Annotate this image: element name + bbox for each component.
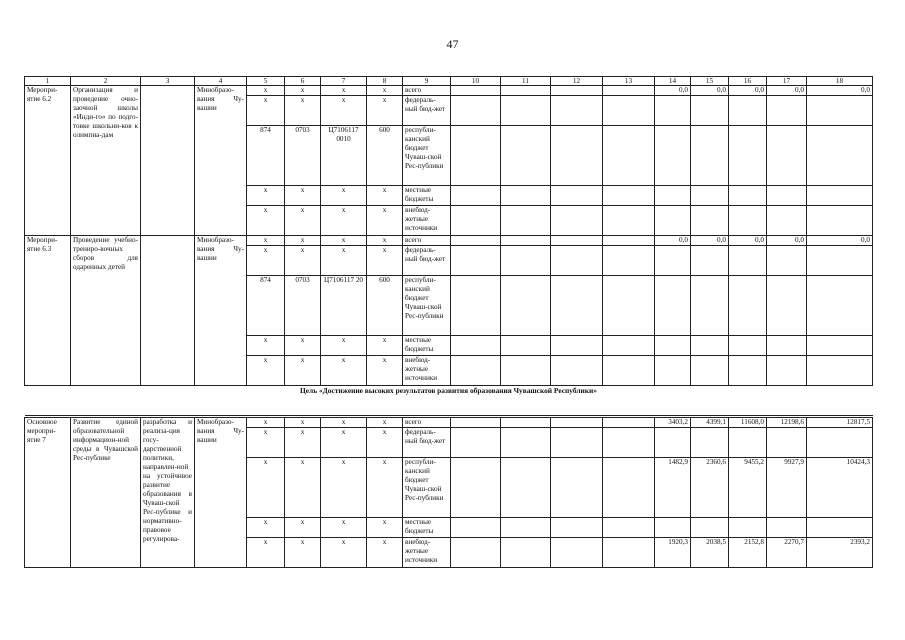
budget-code-section: x <box>285 418 321 428</box>
funding-amount <box>767 246 807 276</box>
empty-cell <box>551 336 603 356</box>
empty-cell <box>551 538 603 568</box>
funding-amount: 10424,3 <box>807 458 873 518</box>
empty-cell <box>603 96 655 126</box>
budget-code-target: x <box>321 96 367 126</box>
funding-amount <box>691 276 729 336</box>
funding-amount: 1482,9 <box>655 458 691 518</box>
budget-code-expense-type: x <box>367 538 403 568</box>
funding-source: всего <box>403 418 451 428</box>
budget-code-target: x <box>321 518 367 538</box>
budget-code-section: 0703 <box>285 276 321 336</box>
activity-name: Организация и проведение очно-заочной школы «Инди-го» по подго-товке школьни-ков к олимпиа-дам <box>71 86 141 236</box>
funding-amount: 0,0 <box>729 86 767 96</box>
column-header: 7 <box>321 77 367 86</box>
funding-source: местные бюджеты <box>403 518 451 538</box>
budget-code-expense-type: 600 <box>367 126 403 186</box>
budget-code-grbs: x <box>247 336 285 356</box>
empty-cell <box>501 418 551 428</box>
empty-cell <box>603 356 655 386</box>
empty-cell <box>551 126 603 186</box>
funding-amount <box>767 356 807 386</box>
budget-code-section: x <box>285 336 321 356</box>
funding-amount <box>729 246 767 276</box>
funding-amount <box>807 126 873 186</box>
activity-description <box>141 86 195 236</box>
budget-code-grbs: x <box>247 96 285 126</box>
budget-code-target: x <box>321 356 367 386</box>
column-header: 9 <box>403 77 451 86</box>
empty-cell <box>551 206 603 236</box>
empty-cell <box>451 96 501 126</box>
funding-source: республи-канский бюджет Чуваш-ской Рес-публики <box>403 276 451 336</box>
funding-amount <box>767 518 807 538</box>
budget-code-target: x <box>321 246 367 276</box>
budget-code-expense-type: x <box>367 236 403 246</box>
budget-code-grbs: x <box>247 86 285 96</box>
funding-amount <box>767 336 807 356</box>
empty-cell <box>501 126 551 186</box>
activity-name: Проведение учебно-трениро-вочных сборов для одаренных детей <box>71 236 141 386</box>
budget-code-grbs: 874 <box>247 126 285 186</box>
budget-code-expense-type: x <box>367 96 403 126</box>
empty-cell <box>451 428 501 458</box>
empty-cell <box>551 236 603 246</box>
budget-code-target: x <box>321 186 367 206</box>
empty-cell <box>603 206 655 236</box>
funding-source: внебюд-жетные источники <box>403 206 451 236</box>
funding-amount: 0,0 <box>655 236 691 246</box>
budget-code-grbs: x <box>247 458 285 518</box>
empty-cell <box>501 86 551 96</box>
responsible-executor: Минобразо-вания Чу-вашии <box>195 86 247 236</box>
funding-amount: 0,0 <box>691 86 729 96</box>
budget-code-grbs: x <box>247 518 285 538</box>
funding-amount <box>691 246 729 276</box>
empty-cell <box>451 336 501 356</box>
empty-cell <box>501 428 551 458</box>
budget-code-expense-type: 600 <box>367 276 403 336</box>
empty-cell <box>551 418 603 428</box>
budget-code-target: x <box>321 428 367 458</box>
empty-cell <box>603 538 655 568</box>
funding-amount <box>807 276 873 336</box>
activity-code: Меропри-ятие 6.3 <box>25 236 71 386</box>
funding-amount: 11608,0 <box>729 418 767 428</box>
funding-amount <box>655 518 691 538</box>
empty-cell <box>603 186 655 206</box>
funding-amount <box>691 428 729 458</box>
budget-code-section: x <box>285 428 321 458</box>
empty-cell <box>551 518 603 538</box>
funding-amount: 4399,1 <box>691 418 729 428</box>
funding-amount: 2152,8 <box>729 538 767 568</box>
funding-source: федераль-ный бюд-жет <box>403 428 451 458</box>
empty-cell <box>451 356 501 386</box>
funding-amount: 0,0 <box>807 236 873 246</box>
budget-code-grbs: x <box>247 538 285 568</box>
column-header: 6 <box>285 77 321 86</box>
funding-amount: 12817,5 <box>807 418 873 428</box>
funding-amount <box>729 186 767 206</box>
column-header: 16 <box>729 77 767 86</box>
budget-code-expense-type: x <box>367 428 403 458</box>
funding-amount <box>691 518 729 538</box>
budget-code-grbs: 874 <box>247 276 285 336</box>
column-header: 11 <box>501 77 551 86</box>
funding-amount: 0,0 <box>729 236 767 246</box>
budget-code-section: x <box>285 206 321 236</box>
funding-amount <box>729 428 767 458</box>
funding-amount: 2270,7 <box>767 538 807 568</box>
column-header: 1 <box>25 77 71 86</box>
funding-amount <box>691 186 729 206</box>
empty-cell <box>551 276 603 336</box>
funding-amount <box>767 206 807 236</box>
column-header: 3 <box>141 77 195 86</box>
funding-amount: 2360,6 <box>691 458 729 518</box>
table-body <box>25 77 873 568</box>
funding-amount <box>729 356 767 386</box>
column-header: 10 <box>451 77 501 86</box>
funding-amount <box>655 246 691 276</box>
funding-amount <box>767 428 807 458</box>
budget-code-section: x <box>285 458 321 518</box>
funding-amount <box>655 126 691 186</box>
budget-code-section: x <box>285 518 321 538</box>
empty-cell <box>451 126 501 186</box>
empty-cell <box>501 206 551 236</box>
empty-cell <box>451 538 501 568</box>
funding-amount: 2038,5 <box>691 538 729 568</box>
funding-amount <box>729 276 767 336</box>
funding-amount <box>691 336 729 356</box>
funding-source: федераль-ный бюд-жет <box>403 246 451 276</box>
empty-cell <box>603 126 655 186</box>
responsible-executor: Минобразо-вания Чу-вашии <box>195 418 247 568</box>
empty-cell <box>603 418 655 428</box>
budget-code-expense-type: x <box>367 336 403 356</box>
funding-amount <box>807 336 873 356</box>
budget-code-grbs: x <box>247 186 285 206</box>
column-header: 5 <box>247 77 285 86</box>
empty-cell <box>603 86 655 96</box>
empty-cell <box>501 356 551 386</box>
funding-amount: 9455,2 <box>729 458 767 518</box>
funding-amount <box>729 96 767 126</box>
header-row <box>25 77 873 86</box>
empty-cell <box>551 458 603 518</box>
funding-source: местные бюджеты <box>403 186 451 206</box>
budget-code-grbs: x <box>247 206 285 236</box>
funding-amount <box>767 186 807 206</box>
funding-amount <box>691 206 729 236</box>
funding-amount <box>691 356 729 386</box>
funding-amount: 0,0 <box>807 86 873 96</box>
budget-code-section: 0703 <box>285 126 321 186</box>
empty-cell <box>551 428 603 458</box>
funding-amount <box>729 336 767 356</box>
budget-code-target: Ц7106117 20 <box>321 276 367 336</box>
budget-code-expense-type: x <box>367 458 403 518</box>
budget-code-target: x <box>321 336 367 356</box>
empty-cell <box>451 86 501 96</box>
funding-source: федераль-ный бюд-жет <box>403 96 451 126</box>
funding-amount <box>729 518 767 538</box>
funding-amount <box>655 428 691 458</box>
funding-amount <box>807 356 873 386</box>
funding-amount <box>655 356 691 386</box>
funding-amount: 3403,2 <box>655 418 691 428</box>
funding-source: внебюд-жетные источники <box>403 538 451 568</box>
empty-cell <box>451 518 501 538</box>
empty-cell <box>501 458 551 518</box>
empty-cell <box>451 186 501 206</box>
budget-code-target: x <box>321 418 367 428</box>
funding-amount <box>691 126 729 186</box>
funding-amount <box>691 96 729 126</box>
empty-cell <box>451 276 501 336</box>
funding-amount <box>767 276 807 336</box>
funding-amount <box>807 96 873 126</box>
empty-cell <box>451 206 501 236</box>
activity-description <box>141 236 195 386</box>
funding-amount: 0,0 <box>691 236 729 246</box>
column-header: 15 <box>691 77 729 86</box>
empty-cell <box>501 276 551 336</box>
budget-code-grbs: x <box>247 428 285 458</box>
budget-code-expense-type: x <box>367 356 403 386</box>
funding-source: внебюд-жетные источники <box>403 356 451 386</box>
funding-amount <box>807 246 873 276</box>
responsible-executor: Минобразо-вания Чу-вашии <box>195 236 247 386</box>
column-header: 12 <box>551 77 603 86</box>
activity-name: Развитие единой образовательной информацион-ной среды в Чувашской Рес-публике <box>71 418 141 568</box>
budget-code-expense-type: x <box>367 518 403 538</box>
funding-amount <box>655 276 691 336</box>
empty-cell <box>551 86 603 96</box>
empty-cell <box>603 518 655 538</box>
empty-cell <box>501 236 551 246</box>
column-header: 8 <box>367 77 403 86</box>
funding-amount <box>807 206 873 236</box>
empty-cell <box>451 458 501 518</box>
funding-amount <box>807 186 873 206</box>
empty-cell <box>603 336 655 356</box>
activity-description: разработка и реализа-ция госу-дарственной политики, направлен-ной на устойчивое развитие образования в Чуваш-ской Рес-публике и нормативно-правовое регулирова- <box>141 418 195 568</box>
activity-code: Меропри-ятие 6.2 <box>25 86 71 236</box>
empty-cell <box>603 428 655 458</box>
budget-code-expense-type: x <box>367 206 403 236</box>
funding-source: всего <box>403 236 451 246</box>
budget-code-target: x <box>321 538 367 568</box>
empty-cell <box>551 356 603 386</box>
goal-row <box>25 386 873 416</box>
budget-code-target: x <box>321 236 367 246</box>
budget-code-section: x <box>285 538 321 568</box>
funding-amount <box>655 186 691 206</box>
empty-cell <box>603 236 655 246</box>
table-row <box>25 236 873 246</box>
budget-table <box>24 76 873 568</box>
funding-source: республи-канский бюджет Чуваш-ской Рес-публики <box>403 126 451 186</box>
empty-cell <box>501 538 551 568</box>
funding-amount: 1920,3 <box>655 538 691 568</box>
page-number: 47 <box>446 37 459 51</box>
column-header: 2 <box>71 77 141 86</box>
funding-source: всего <box>403 86 451 96</box>
empty-cell <box>501 518 551 538</box>
funding-amount <box>807 518 873 538</box>
table-row <box>25 418 873 428</box>
empty-cell <box>551 246 603 276</box>
budget-code-grbs: x <box>247 356 285 386</box>
budget-code-section: x <box>285 236 321 246</box>
budget-code-section: x <box>285 86 321 96</box>
empty-cell <box>551 186 603 206</box>
column-header: 13 <box>603 77 655 86</box>
funding-amount <box>655 336 691 356</box>
empty-cell <box>451 236 501 246</box>
funding-amount: 0,0 <box>655 86 691 96</box>
funding-amount: 0,0 <box>767 236 807 246</box>
funding-amount <box>729 206 767 236</box>
budget-code-section: x <box>285 246 321 276</box>
activity-code: Основное меропри-ятие 7 <box>25 418 71 568</box>
budget-code-grbs: x <box>247 236 285 246</box>
funding-amount: 9927,9 <box>767 458 807 518</box>
empty-cell <box>501 186 551 206</box>
goal-title: Цель «Достижение высоких результатов развития образования Чувашской Республики» <box>25 386 873 416</box>
empty-cell <box>451 246 501 276</box>
empty-cell <box>501 246 551 276</box>
column-header: 4 <box>195 77 247 86</box>
budget-code-grbs: x <box>247 246 285 276</box>
budget-code-expense-type: x <box>367 418 403 428</box>
funding-amount: 12198,6 <box>767 418 807 428</box>
empty-cell <box>603 276 655 336</box>
funding-amount <box>807 428 873 458</box>
empty-cell <box>451 418 501 428</box>
funding-amount: 2393,2 <box>807 538 873 568</box>
funding-amount <box>655 206 691 236</box>
budget-code-target: x <box>321 206 367 236</box>
budget-code-target: x <box>321 86 367 96</box>
funding-amount: 0,0 <box>767 86 807 96</box>
empty-cell <box>501 96 551 126</box>
budget-code-section: x <box>285 96 321 126</box>
budget-code-section: x <box>285 186 321 206</box>
budget-code-grbs: x <box>247 418 285 428</box>
column-header: 17 <box>767 77 807 86</box>
table-row <box>25 86 873 96</box>
funding-amount <box>767 96 807 126</box>
funding-source: республи-канский бюджет Чуваш-ской Рес-публики <box>403 458 451 518</box>
budget-code-expense-type: x <box>367 186 403 206</box>
funding-source: местные бюджеты <box>403 336 451 356</box>
funding-amount <box>655 96 691 126</box>
empty-cell <box>603 458 655 518</box>
budget-code-target: Ц7106117 0010 <box>321 126 367 186</box>
budget-code-target: x <box>321 458 367 518</box>
budget-code-expense-type: x <box>367 86 403 96</box>
empty-cell <box>501 336 551 356</box>
column-header: 14 <box>655 77 691 86</box>
funding-amount <box>729 126 767 186</box>
budget-code-section: x <box>285 356 321 386</box>
funding-amount <box>767 126 807 186</box>
column-header: 18 <box>807 77 873 86</box>
empty-cell <box>551 96 603 126</box>
empty-cell <box>603 246 655 276</box>
budget-code-expense-type: x <box>367 246 403 276</box>
